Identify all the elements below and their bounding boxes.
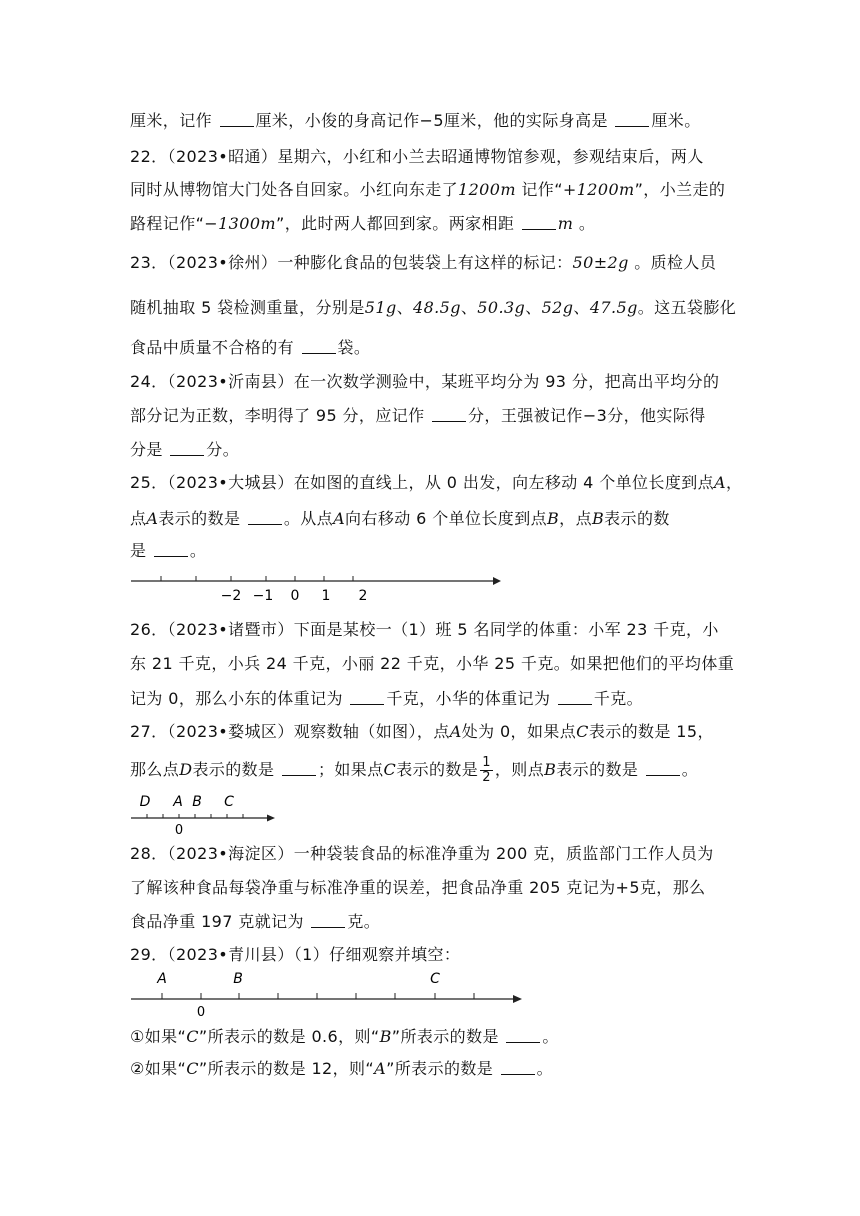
answer-blank[interactable] — [558, 690, 592, 705]
q28-line-3: 食品净重 197 克就记为 克。 — [130, 912, 381, 931]
axis-label: −1 — [252, 588, 274, 604]
q29-number-line — [125, 968, 530, 1018]
q26-line-1: 26．（2023•诸暨市）下面是某校一（1）班 5 名同学的体重：小军 23 千克，小 — [130, 620, 719, 639]
answer-blank[interactable] — [615, 112, 649, 127]
q22-line-3: 路程记作“−1300m”，此时两人都回到家。两家相距 m 。 — [130, 214, 596, 233]
answer-blank[interactable] — [522, 215, 556, 230]
axis-arrow-icon — [267, 815, 275, 822]
axis-zero-label: 0 — [174, 823, 184, 836]
answer-blank[interactable] — [506, 1028, 540, 1043]
axis-point-label: B — [192, 794, 202, 810]
q25-line-3: 是 。 — [130, 541, 207, 560]
q29-line-1: 29．（2023•青川县）（1）仔细观察并填空： — [130, 945, 461, 964]
answer-blank[interactable] — [154, 542, 188, 557]
axis-arrow-icon — [513, 995, 522, 1003]
answer-blank[interactable] — [311, 913, 345, 928]
q25-line-1: 25．（2023•大城县）在如图的直线上，从 0 出发，向左移动 4 个单位长度到点A， — [130, 473, 743, 492]
q22-line-2: 同时从博物馆大门处各自回家。小红向东走了1200m 记作“+1200m”，小兰走的 — [130, 180, 726, 199]
answer-blank[interactable] — [302, 339, 336, 354]
q24-line-3: 分是 分。 — [130, 440, 240, 459]
axis-zero-label: 0 — [196, 1005, 206, 1018]
axis-label: −2 — [220, 588, 242, 604]
q29-item-1: ①如果“C”所表示的数是 0.6，则“B”所表示的数是 。 — [130, 1027, 559, 1046]
axis-label: 0 — [290, 588, 300, 604]
q25-line-2: 点A表示的数是 。从点A向右移动 6 个单位长度到点B，点B表示的数 — [130, 509, 670, 528]
q23-line-1: 23．（2023•徐州）一种膨化食品的包装袋上有这样的标记：50±2g 。质检人员 — [130, 253, 717, 272]
q21-line: 厘米，记作 厘米，小俊的身高记作−5厘米，他的实际身高是 厘米。 — [130, 111, 701, 130]
q27-number-line — [125, 790, 285, 836]
q27-line-2: 那么点D表示的数是 ；如果点C表示的数是 $\frac{1}{2}$ ，则点B表示的数是 。 — [130, 755, 699, 785]
q26-line-3: 记为 0，那么小东的体重记为 千克，小华的体重记为 千克。 — [130, 689, 644, 708]
answer-blank[interactable] — [170, 441, 204, 456]
q22-line-1: 22．（2023•昭通）星期六，小红和小兰去昭通博物馆参观，参观结束后，两人 — [130, 147, 704, 166]
q24-line-1: 24．（2023•沂南县）在一次数学测验中，某班平均分为 93 分，把高出平均分的 — [130, 372, 720, 391]
axis-point-label: A — [173, 794, 183, 810]
q25-number-line — [125, 570, 505, 606]
q24-line-2: 部分记为正数，李明得了 95 分，应记作 分，王强被记作−3分，他实际得 — [130, 406, 706, 425]
axis-point-label: B — [233, 971, 243, 987]
q29-item-2: ②如果“C”所表示的数是 12，则“A”所表示的数是 。 — [130, 1059, 554, 1078]
axis-point-label: D — [139, 794, 151, 810]
answer-blank[interactable] — [501, 1060, 535, 1075]
axis-point-label: C — [430, 971, 440, 987]
axis-label: 2 — [358, 588, 368, 604]
axis-point-label: A — [157, 971, 167, 987]
answer-blank[interactable] — [248, 510, 282, 525]
axis-label: 1 — [321, 588, 331, 604]
answer-blank[interactable] — [646, 761, 680, 776]
q28-line-2: 了解该种食品每袋净重与标准净重的误差，把食品净重 205 克记为+5克，那么 — [130, 878, 706, 897]
answer-blank[interactable] — [220, 112, 254, 127]
fraction: $\frac{1}{2}$ — [482, 755, 491, 785]
q23-line-3: 食品中质量不合格的有 袋。 — [130, 338, 371, 357]
q27-line-1: 27．（2023•婺城区）观察数轴（如图），点A处为 0，如果点C表示的数是 15， — [130, 722, 714, 741]
axis-point-label: C — [224, 794, 234, 810]
q26-line-2: 东 21 千克，小兵 24 千克，小丽 22 千克，小华 25 千克。如果把他们的平均体重 — [130, 654, 735, 673]
q28-line-1: 28．（2023•海淀区）一种袋装食品的标准净重为 200 克，质监部门工作人员为 — [130, 844, 714, 863]
q23-line-2: 随机抽取 5 袋检测重量，分别是51g、48.5g、50.3g、52g、47.5g。这五袋膨化 — [130, 298, 737, 317]
answer-blank[interactable] — [282, 761, 316, 776]
answer-blank[interactable] — [350, 690, 384, 705]
axis-arrow-icon — [493, 577, 501, 585]
answer-blank[interactable] — [432, 407, 466, 422]
